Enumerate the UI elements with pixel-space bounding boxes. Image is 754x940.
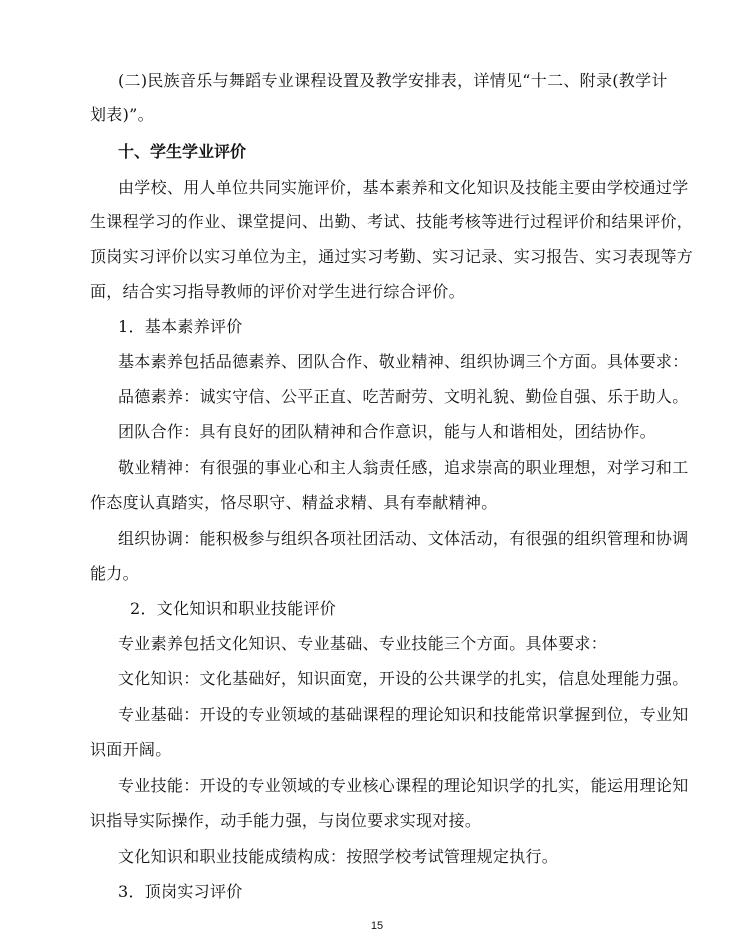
paragraph-line: 专业素养包括文化知识、专业基础、专业技能三个方面。具体要求： <box>118 634 608 653</box>
subsection-heading: 2．文化知识和职业技能评价 <box>130 599 337 618</box>
section-heading: 十、学生学业评价 <box>118 142 247 161</box>
paragraph-line: 品德素养：诚实守信、公平正直、吃苦耐劳、文明礼貌、勤俭自强、乐于助人。 <box>118 387 689 406</box>
subsection-heading: 1．基本素养评价 <box>118 317 243 336</box>
paragraph-line: 生课程学习的作业、课堂提问、出勤、考试、技能考核等进行过程评价和结果评价， <box>90 212 694 231</box>
paragraph-line: 文化知识和职业技能成绩构成：按照学校考试管理规定执行。 <box>118 847 559 866</box>
paragraph-line: 顶岗实习评价以实习单位为主，通过实习考勤、实习记录、实习报告、实习表现等方 <box>90 247 694 266</box>
paragraph-line: 团队合作：具有良好的团队精神和合作意识，能与人和谐相处，团结协作。 <box>118 422 656 441</box>
paragraph-line: 基本素养包括品德素养、团队合作、敬业精神、组织协调三个方面。具体要求： <box>118 352 689 371</box>
paragraph-line: (二)民族音乐与舞蹈专业课程设置及教学安排表，详情见“十二、附录(教学计 <box>118 71 668 90</box>
subsection-heading: 3．顶岗实习评价 <box>118 882 243 901</box>
paragraph-line: 能力。 <box>90 564 139 583</box>
page-number: 15 <box>370 920 384 932</box>
paragraph-line: 组织协调：能积极参与组织各项社团活动、文体活动，有很强的组织管理和协调 <box>118 529 689 548</box>
paragraph-line: 由学校、用人单位共同实施评价，基本素养和文化知识及技能主要由学校通过学 <box>118 178 689 197</box>
paragraph-line: 面，结合实习指导教师的评价对学生进行综合评价。 <box>90 282 465 301</box>
paragraph-line: 专业技能：开设的专业领域的专业核心课程的理论知识学的扎实，能运用理论知 <box>118 776 689 795</box>
paragraph-line: 文化知识：文化基础好，知识面宽，开设的公共课学的扎实，信息处理能力强。 <box>118 669 689 688</box>
paragraph-line: 识面开阔。 <box>90 740 172 759</box>
paragraph-line: 敬业精神：有很强的事业心和主人翁责任感，追求崇高的职业理想，对学习和工 <box>118 458 689 477</box>
paragraph-line: 作态度认真踏实，恪尽职守、精益求精、具有奉献精神。 <box>90 493 498 512</box>
paragraph-line: 识指导实际操作，动手能力强，与岗位要求实现对接。 <box>90 811 482 830</box>
paragraph-line: 专业基础：开设的专业领域的基础课程的理论知识和技能常识掌握到位，专业知 <box>118 705 689 724</box>
paragraph-line: 划表)”。 <box>90 105 154 124</box>
